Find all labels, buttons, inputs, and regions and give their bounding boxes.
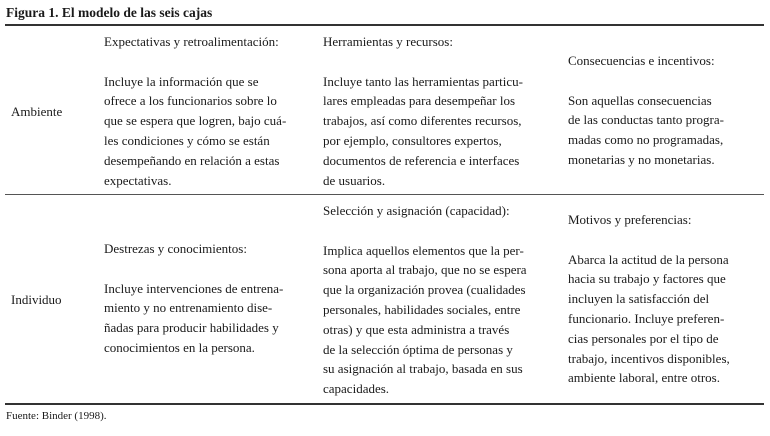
cell-line: cias personales por el tipo de <box>568 330 719 346</box>
cell-destrezas <box>104 239 283 358</box>
cell-line: Abarca la actitud de la persona <box>568 251 729 267</box>
cell-line: ofrece a los funcionarios sobre lo <box>104 93 277 109</box>
cell-line: madas como no programadas, <box>568 132 724 148</box>
cell-line: documentos de referencia e interfaces <box>323 152 520 168</box>
cell-heading: Consecuencias e incentivos: <box>568 53 715 68</box>
figure-title: Figura 1. El modelo de las seis cajas <box>6 5 213 20</box>
cell-line: Son aquellas consecuencias <box>568 92 712 108</box>
table-bottom-rule <box>5 403 764 405</box>
cell-line: miento y no entrenamiento dise- <box>104 300 273 316</box>
cell-heading: Herramientas y recursos: <box>323 34 453 49</box>
cell-heading: Motivos y preferencias: <box>568 212 692 227</box>
cell-expectativas <box>104 32 286 190</box>
figure-source: Fuente: Binder (1998). <box>6 410 107 422</box>
cell-heading: Destrezas y conocimientos: <box>104 241 247 256</box>
row-label-individuo: Individuo <box>11 292 62 307</box>
cell-line: Incluye la información que se <box>104 73 259 89</box>
table-row-divider <box>5 194 764 195</box>
cell-line: Incluye intervenciones de entrena- <box>104 280 284 296</box>
cell-line: trabajo, incentivos disponibles, <box>568 350 730 366</box>
cell-line: de la selección óptima de personas y <box>323 341 513 357</box>
cell-line: hacia su trabajo y factores que <box>568 271 726 287</box>
cell-line: capacidades. <box>323 381 390 397</box>
cell-line: personales, habilidades sociales, entre <box>323 301 521 317</box>
cell-heading: Selección y asignación (capacidad): <box>323 203 510 218</box>
row-label-ambiente: Ambiente <box>11 104 63 119</box>
cell-line: sona aporta al trabajo, que no se espera <box>323 262 527 278</box>
table-top-rule <box>5 24 764 26</box>
cell-line: su asignación al trabajo, basada en sus <box>323 361 523 377</box>
cell-heading: Expectativas y retroalimentación: <box>104 34 279 49</box>
cell-line: de las conductas tanto progra- <box>568 112 724 128</box>
cell-line: otras) y que esta administra a través <box>323 321 510 337</box>
cell-line: que se espera que logren, bajo cuá- <box>104 113 287 129</box>
cell-line: incluyen la satisfacción del <box>568 291 710 307</box>
cell-line: funcionario. Incluye preferen- <box>568 310 725 326</box>
cell-line: de usuarios. <box>323 172 386 188</box>
cell-line: lares empleadas para desempeñar los <box>323 93 516 109</box>
cell-line: ñadas para producir habilidades y <box>104 320 279 336</box>
cell-line: por ejemplo, consultores expertos, <box>323 132 502 148</box>
cell-consecuencias <box>568 51 724 170</box>
cell-motivos <box>568 210 730 388</box>
cell-line: que la organización provea (cualidades <box>323 282 526 298</box>
cell-line: conocimientos en la persona. <box>104 339 255 355</box>
cell-line: ambiente laboral, entre otros. <box>568 370 720 386</box>
cell-line: monetarias y no monetarias. <box>568 151 715 167</box>
cell-line: les condiciones y cómo se están <box>104 132 270 148</box>
cell-line: desempeñando en relación a estas <box>104 152 280 168</box>
cell-line: trabajos, así como diferentes recursos, <box>323 113 522 129</box>
cell-herramientas <box>323 32 523 190</box>
cell-line: Incluye tanto las herramientas particu- <box>323 73 523 89</box>
cell-line: Implica aquellos elementos que la per- <box>323 242 524 258</box>
cell-line: expectativas. <box>104 172 172 188</box>
cell-seleccion <box>323 201 527 399</box>
